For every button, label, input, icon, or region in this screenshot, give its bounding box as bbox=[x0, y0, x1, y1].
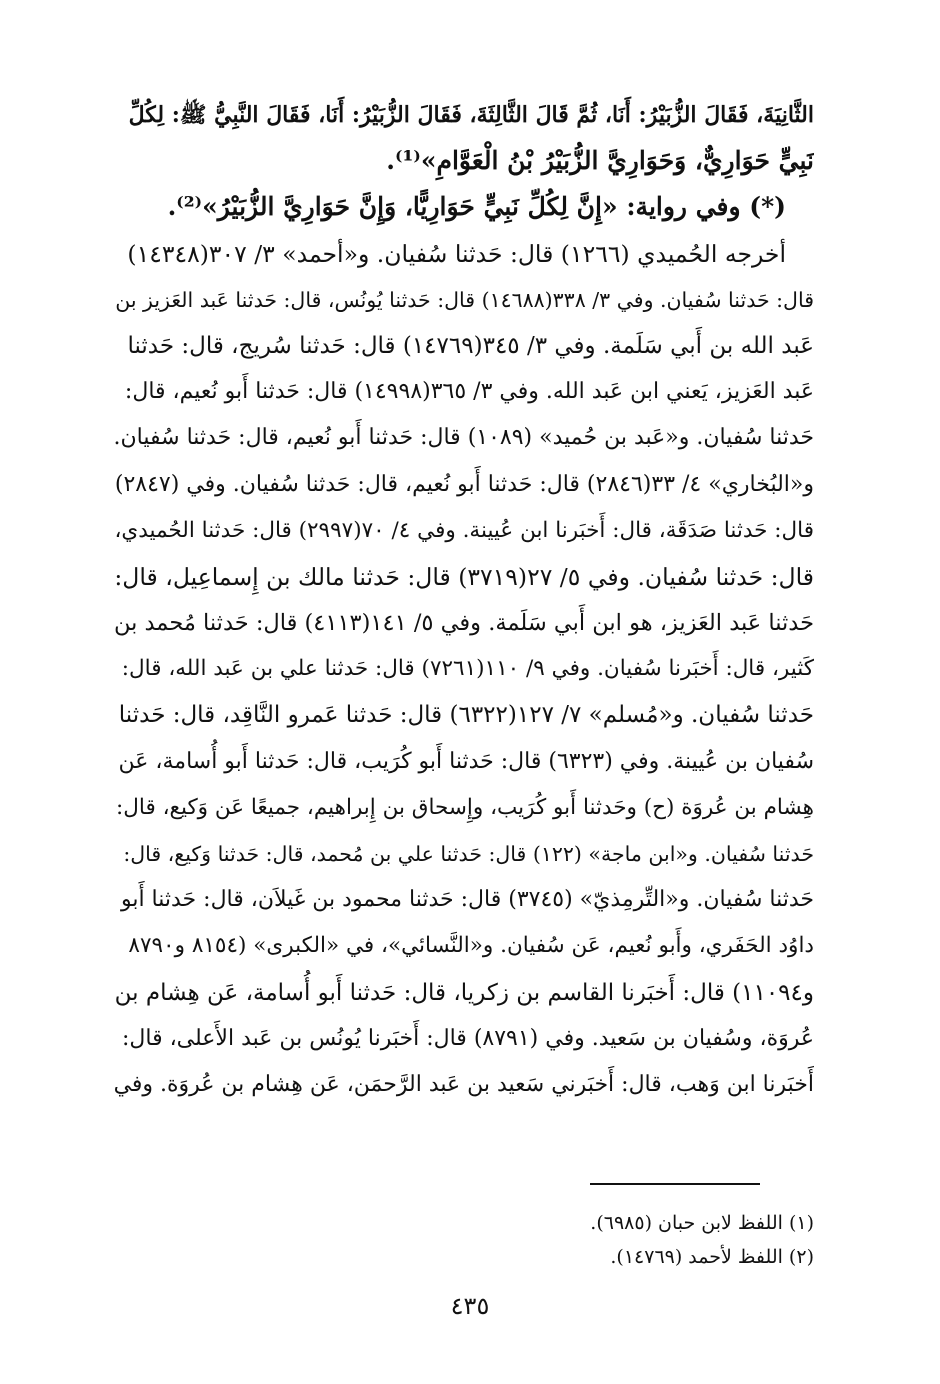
takhrij-line: قال: حَدثنا صَدَقَة، قال: أَخبَرنا ابن عُيينة. وفي ٤/ ٧٠(٢٩٩٧) قال: حَدثنا الحُميدي، bbox=[114, 517, 814, 543]
footnote: (١) اللفظ لابن حبان (٦٩٨٥). bbox=[590, 1212, 814, 1234]
takhrij-line: قال: حَدثنا سُفيان. وفي ٥/ ٢٧(٣٧١٩) قال: حَدثنا مالك بن إِسماعِيل، قال: bbox=[114, 562, 814, 591]
takhrij-line: حَدثنا عَبد العَزيز، هو ابن أَبي سَلَمة. وفي ٥/ ١٤١(٤١١٣) قال: حَدثنا مُحمد بن bbox=[114, 610, 814, 637]
takhrij-line: داوُد الحَفَري، وأَبو نُعيم، عَن سُفيان. و«النَّسائي»، في «الكبرى» (٨١٥٤ و٨٧٩٠ bbox=[128, 933, 814, 959]
takhrij-line: أخرجه الحُميدي (١٢٦٦) قال: حَدثنا سُفيان. و«أحمد» ٣/ ٣٠٧(١٤٣٤٨) bbox=[127, 239, 786, 268]
takhrij-line: حَدثنا سُفيان. و«التِّرمِذيّ» (٣٧٤٥) قال: حَدثنا محمود بن غَيلاَن، قال: حَدثنا أَبو bbox=[120, 887, 814, 913]
takhrij-line: هِشام بن عُروَة (ح) وحَدثنا أَبو كُرَيب، وإِسحاق بن إِبراهيم، جميعًا عَن وَكيع، قال: bbox=[116, 794, 814, 820]
hadith-line: نَبِيٍّ حَوَارِيٌّ، وَحَوَارِيَّ الزُّبَيْرُ بْنُ الْعَوَّامِ»⁽¹⁾. bbox=[386, 146, 814, 176]
takhrij-line: حَدثنا سُفيان. و«ابن ماجة» (١٢٢) قال: حَدثنا علي بن مُحمد، قال: حَدثنا وَكيع، قال: bbox=[123, 842, 814, 866]
takhrij-line: عَبد العَزيز، يَعني ابن عَبد الله. وفي ٣/ ٣٦٥(١٤٩٩٨) قال: حَدثنا أَبو نُعيم، قال: bbox=[124, 379, 814, 405]
takhrij-line: حَدثنا سُفيان. و«مُسلم» ٧/ ١٢٧(٦٣٢٢) قال: حَدثنا عَمرو النَّاقِد، قال: حَدثنا bbox=[118, 702, 814, 729]
main-text bbox=[114, 92, 814, 1108]
takhrij-line: قال: حَدثنا سُفيان. وفي ٣/ ٣٣٨(١٤٦٨٨) قال: حَدثنا يُونُس، قال: حَدثنا عَبد العَزيز بن bbox=[115, 287, 814, 312]
takhrij-line: حَدثنا سُفيان. و«عَبد بن حُميد» (١٠٨٩) قال: حَدثنا أَبو نُعيم، قال: حَدثنا سُفيان. bbox=[114, 425, 814, 451]
takhrij-line: كَثير، قال: أَخبَرنا سُفيان. وفي ٩/ ١١٠(٧٢٦١) قال: حَدثنا علي بن عَبد الله، قال: bbox=[121, 656, 814, 682]
footnotes bbox=[114, 1206, 814, 1274]
footnote-divider bbox=[590, 1183, 760, 1185]
footnote: (٢) اللفظ لأحمد (١٤٧٦٩). bbox=[610, 1246, 814, 1268]
alternate-narration-line: (*) وفي رواية: «إِنَّ لِكُلِّ نَبِيٍّ حَوَارِيًّا، وَإِنَّ حَوَارِيَّ الزُّبَيْرُ»⁽²⁾. bbox=[167, 192, 786, 222]
takhrij-line: عَبد الله بن أَبي سَلَمة. وفي ٣/ ٣٤٥(١٤٧٦٩) قال: حَدثنا سُريج، قال: حَدثنا bbox=[127, 332, 814, 359]
page-number: ٤٣٥ bbox=[450, 1292, 490, 1320]
hadith-line: الثَّانِيَةَ، فَقَالَ الزُّبَيْرُ: أَنَا، ثُمَّ قَالَ الثَّالِثَةَ، فَقَالَ الزُّبَيْرُ: أَنَا، فَقَالَ النَّبِيُّ ﷺ: لِكُلِّ bbox=[128, 102, 814, 128]
takhrij-line: و«البُخاري» ٤/ ٣٣(٢٨٤٦) قال: حَدثنا أَبو نُعيم، قال: حَدثنا سُفيان. وفي (٢٨٤٧) bbox=[114, 471, 814, 497]
takhrij-line: أَخبَرنا ابن وَهب، قال: أَخبَرني سَعيد بن عَبد الرَّحمَن، عَن هِشام بن عُروَة. وفي bbox=[114, 1071, 814, 1097]
takhrij-line: عُروَة، وسُفيان بن سَعيد. وفي (٨٧٩١) قال: أَخبَرنا يُونُس بن عَبد الأَعلى، قال: bbox=[121, 1025, 814, 1051]
takhrij-line: و١١٠٩٤) قال: أَخبَرنا القاسم بن زكريا، قال: حَدثنا أَبو أُسامة، عَن هِشام بن bbox=[114, 979, 814, 1006]
takhrij-line: سُفيان بن عُيينة. وفي (٦٣٢٣) قال: حَدثنا أَبو كُرَيب، قال: حَدثنا أَبو أُسامة، عَن bbox=[118, 748, 814, 774]
